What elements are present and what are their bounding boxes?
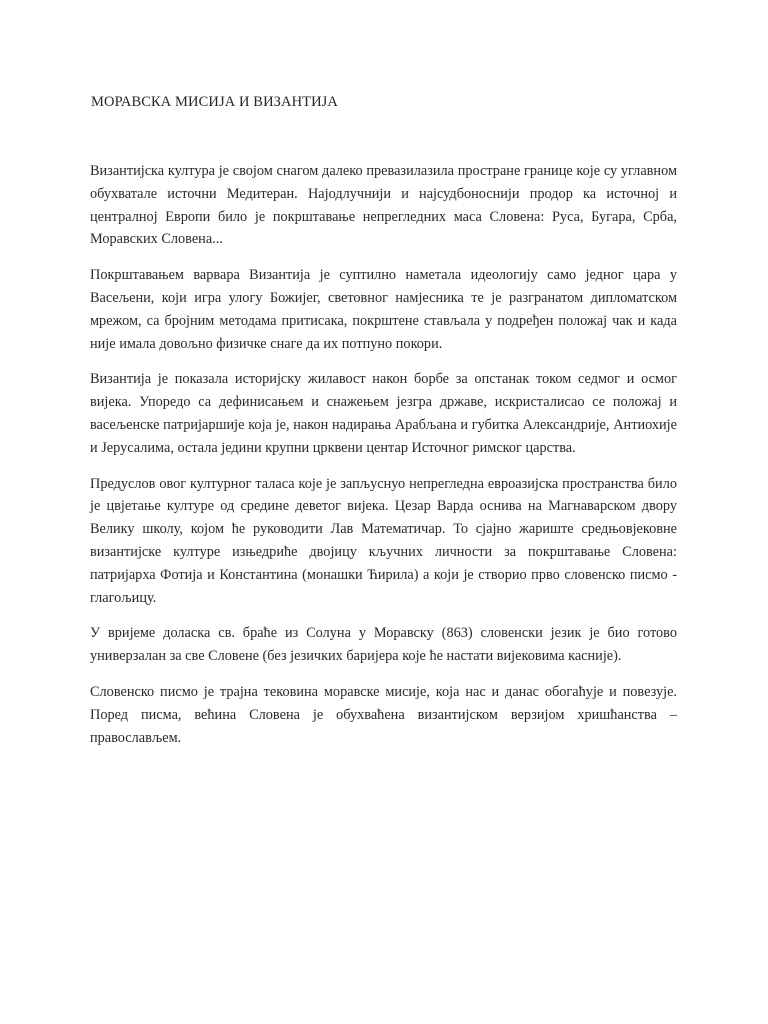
paragraph-1: Византијска култура је својом снагом далеко превазилазила простране границе које су углавном обухватале источни Медитеран. Најодлучнији и најсудбоноснији продор ка источној и централној Европи било је покрштавање непрегледних маса Словена: Руса, Бугара, Срба, Моравских Словена... <box>90 163 677 248</box>
paragraph-5: У вријеме доласка св. браће из Солуна у Моравску (863) словенски језик је био готово универзалан за све Словене (без језичких баријера које ће настати вијековима касније). <box>90 625 677 665</box>
document-title: МОРАВСКА МИСИЈА И ВИЗАНТИЈА <box>91 94 338 110</box>
paragraph-3: Византија је показала историјску жилавост након борбе за опстанак током седмог и осмог вијека. Упоредо са дефинисањем и снажењем језгра државе, искристалисао се положај и васељенске патријаршије која је, након надирања Арабљана и губитка Александрије, Антиохије и Јерусалима, остала једини крупни црквени центар Источног римског царства. <box>90 371 677 456</box>
paragraph-4: Предуслов овог културног таласа које је запљуснуо непрегледна евроазијска пространства било је цвјетање културе од средине деветог вијека. Цезар Варда оснива на Магнаварском двору Велику школу, којом ће руководити Лав Математичар. То сјајно жариште средњовјековне византијске културе изњедриће двојицу кључних личности за покрштавање Словена: патријарха Фотија и Константина (монашки Ћирила) а који је створио прво словенско писмо - глагољицу. <box>90 475 677 606</box>
document-body <box>90 160 677 762</box>
paragraph-6: Словенско писмо је трајна тековина моравске мисије, која нас и данас обогаћује и повезује. Поред писма, већина Словена је обухваћена византијском верзијом хришћанства – православљем. <box>90 683 677 746</box>
paragraph-2: Покрштавањем варвара Византија је суптилно наметала идеологију само једног цара у Васељени, који игра улогу Божијег, световног намјесника те је разгранатом дипломатском мрежом, са бројним методама притисака, покрштене стављала у подређен положај чак и када није имала довољно физичке снаге да их потпуно покори. <box>90 267 677 352</box>
